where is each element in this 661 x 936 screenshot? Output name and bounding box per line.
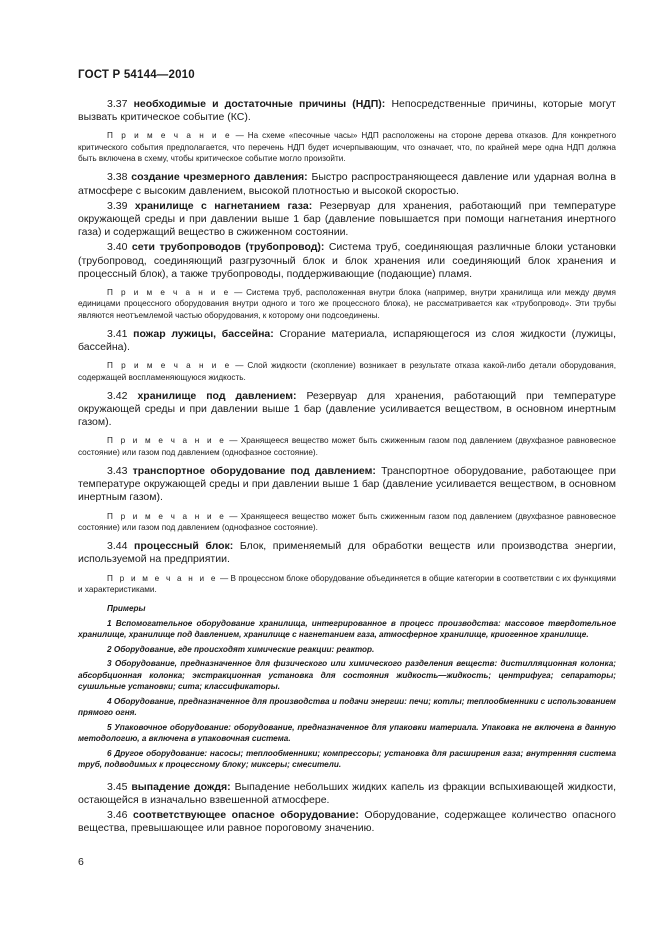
term-number: 3.42 [107, 389, 128, 402]
term-entry-3-44 [78, 540, 616, 566]
term-number: 3.37 [107, 98, 128, 110]
term-entry-3-46 [78, 809, 616, 835]
note-text: Хранящееся вещество может быть сжиженным газом под давлением (двухфазное равновесное состояние) или газом под давлением (однофазное состояние). [78, 436, 616, 457]
example-item: 6 Другое оборудование: насосы; теплообменники; компрессоры; установка для расширения газа; внутренняя система труб, подводимых к процессному блоку; миксеры; смесители. [78, 748, 616, 770]
term-name: соответствующее опасное оборудование: [133, 809, 359, 822]
term-number: 3.41 [107, 327, 128, 340]
term-entry-3-37 [78, 98, 616, 124]
term-number: 3.43 [107, 465, 128, 478]
note-label: П р и м е ч а н и е [107, 436, 226, 446]
term-definition: Резервуар для хранения, работающий при температуре окружающей среды и при давлении выше 1 бар (давление повышается при помощи нагнетания инертного газа) и содержащий вещество в сжиженном состоянии. [78, 199, 616, 239]
term-entry-3-38 [78, 171, 616, 197]
note-label: П р и м е ч а н и е [107, 361, 232, 371]
term-definition: Быстро распространяющееся давление или ударная волна в атмосфере с высоким давлением, высокой плотностью и высокой скоростью. [78, 171, 617, 197]
term-note: П р и м е ч а н и е — На схеме «песочные часы» НДП расположены на стороне дерева отказов. Для конкретного критического события предполагается, что перечень НДП будет исчерпывающим, что означает, что, по крайней мере одна НДП должна быть включена в схему, чтобы критическое событие могло произойти. [78, 131, 616, 163]
term-number: 3.38 [107, 171, 128, 184]
term-number: 3.45 [107, 780, 128, 793]
term-entry-3-40 [78, 241, 616, 281]
term-note: П р и м е ч а н и е — Система труб, расположенная внутри блока (например, внутри хранилища или между двумя единицами процессного оборудования внутри одного и того же процессного блока), не рассматривается как «трубопровод». Эти трубы являются неотъемлемой частью оборудования, к которому они подсоединены. [78, 287, 616, 320]
term-name: транспортное оборудование под давлением: [132, 465, 376, 478]
term-definition: Резервуар для хранения, работающий при температуре окружающей среды и при давлении выше 1 бар (давление усиливается веществом, в основном инертным газом). [78, 389, 616, 429]
term-note: П р и м е ч а н и е — В процессном блоке оборудование объединяется в общие категории в соответствии с их функциями и характеристиками. [78, 573, 617, 594]
term-name: создание чрезмерного давления: [131, 171, 308, 184]
term-number: 3.39 [107, 199, 128, 212]
example-item: 5 Упаковочное оборудование: оборудование, предназначенное для упаковки материала. Упаковка не включена в данную методологию, а включена в упаковочная система. [78, 722, 616, 744]
term-definition: Выпадение небольших жидких капель из фракции вспыхивающей жидкости, остающейся в изначально взвешенной атмосфере. [78, 780, 616, 806]
example-item: 4 Оборудование, предназначенное для производства и подачи энергии: печи; котлы; теплообменники с использованием прямого огня. [78, 696, 616, 718]
term-name: хранилище под давлением: [137, 389, 297, 402]
term-number: 3.40 [107, 241, 128, 254]
note-text: Слой жидкости (скопление) возникает в результате отказа какой-либо детали оборудования, содержащей воспламеняющуюся жидкость. [78, 361, 616, 382]
term-name: процессный блок: [134, 540, 234, 553]
note-label: П р и м е ч а н и е [107, 511, 226, 521]
note-text: В процессном блоке оборудование объединяется в общие категории в соответствии с их функциями и характеристиками. [78, 573, 617, 594]
example-item: 1 Вспомогательное оборудование хранилища, интегрированное в процесс производства: массовое твердотельное хранилище, хранилище под давлением, хранилище с нагнетанием газа, атмосферное хранилище, криогенное хранилище. [78, 618, 616, 640]
term-number: 3.44 [107, 540, 128, 553]
term-name: хранилище с нагнетанием газа: [134, 199, 313, 212]
term-name: пожар лужицы, бассейна: [133, 327, 274, 340]
term-name: необходимые и достаточные причины (НДП): [133, 98, 386, 110]
term-note: П р и м е ч а н и е — Слой жидкости (скопление) возникает в результате отказа какой-либо детали оборудования, содержащей воспламеняющуюся жидкость. [78, 361, 616, 382]
note-text: На схеме «песочные часы» НДП расположены на стороне дерева отказов. Для конкретного критического события предполагается, что перечень НДП будет исчерпывающим, что означает, что, по крайней мере одна НДП должна быть включена в схему, чтобы критическое событие могло произойти. [78, 131, 616, 163]
term-name: сети трубопроводов (трубопровод): [131, 241, 325, 254]
term-entry-3-41 [78, 328, 616, 354]
term-definition: Транспортное оборудование, работающее при температуре окружающей среды и при давлении выше 1 бар (давление усиливается веществом, в основном инертным газом). [78, 465, 617, 504]
term-entry-3-39 [78, 200, 616, 240]
note-label: П р и м е ч а н и е [107, 573, 218, 583]
note-text: Система труб, расположенная внутри блока (например, внутри хранилища или между двумя единицами процессного оборудования внутри одного и того же процессного блока), не рассматривается как «трубопровод». Эти трубы являются неотъемлемой частью оборудования, к которому они подсоединены. [78, 287, 616, 320]
term-definition: Система труб, соединяющая различные блоки установки (трубопровод, соединяющий разгрузочный блок и блок хранения или соединяющий блок хранения и процессный блок), а также трубопроводы, поддерживающие (подающие) пламя. [78, 241, 617, 280]
term-note: П р и м е ч а н и е — Хранящееся вещество может быть сжиженным газом под давлением (двухфазное равновесное состояние) или газом под давлением (однофазное состояние). [78, 436, 616, 457]
note-label: П р и м е ч а н и е [107, 131, 232, 141]
note-label: П р и м е ч а н и е [107, 287, 231, 297]
term-definition: Блок, применяемый для обработки веществ или производства энергии, используемой на предприятии. [78, 540, 617, 566]
term-definition: Непосредственные причины, которые могут вызвать критическое событие (КС). [78, 98, 616, 124]
page-content [78, 98, 616, 842]
examples-title: Примеры [107, 604, 146, 614]
document-header: ГОСТ Р 54144—2010 [78, 69, 195, 81]
note-text: Хранящееся вещество может быть сжиженным газом под давлением (двухфазное равновесное состояние) или газом под давлением (однофазное состояние). [78, 511, 616, 532]
term-definition: Оборудование, содержащее количество опасного вещества, превышающее или равное пороговому значению. [78, 809, 616, 835]
page-number: 6 [78, 856, 84, 868]
term-definition: Сгорание материала, испаряющегося из слоя жидкости (лужицы, бассейна). [78, 327, 617, 354]
term-name: выпадение дождя: [131, 780, 231, 793]
term-entry-3-45 [78, 781, 616, 807]
term-entry-3-43 [78, 465, 616, 505]
term-number: 3.46 [107, 809, 128, 822]
term-note: П р и м е ч а н и е — Хранящееся вещество может быть сжиженным газом под давлением (двухфазное равновесное состояние) или газом под давлением (однофазное состояние). [78, 511, 616, 532]
example-item: 3 Оборудование, предназначенное для физического или химического разделения веществ: дистилляционная колонка; абсорбционная колонка; экстракционная установка для состояния жидкость—жидкость; центрифуга; сепараторы; сушильные установки; сита; классификаторы. [78, 659, 616, 692]
example-item: 2 Оборудование, где происходят химические реакции: реактор. [107, 644, 375, 654]
term-entry-3-42 [78, 390, 616, 430]
